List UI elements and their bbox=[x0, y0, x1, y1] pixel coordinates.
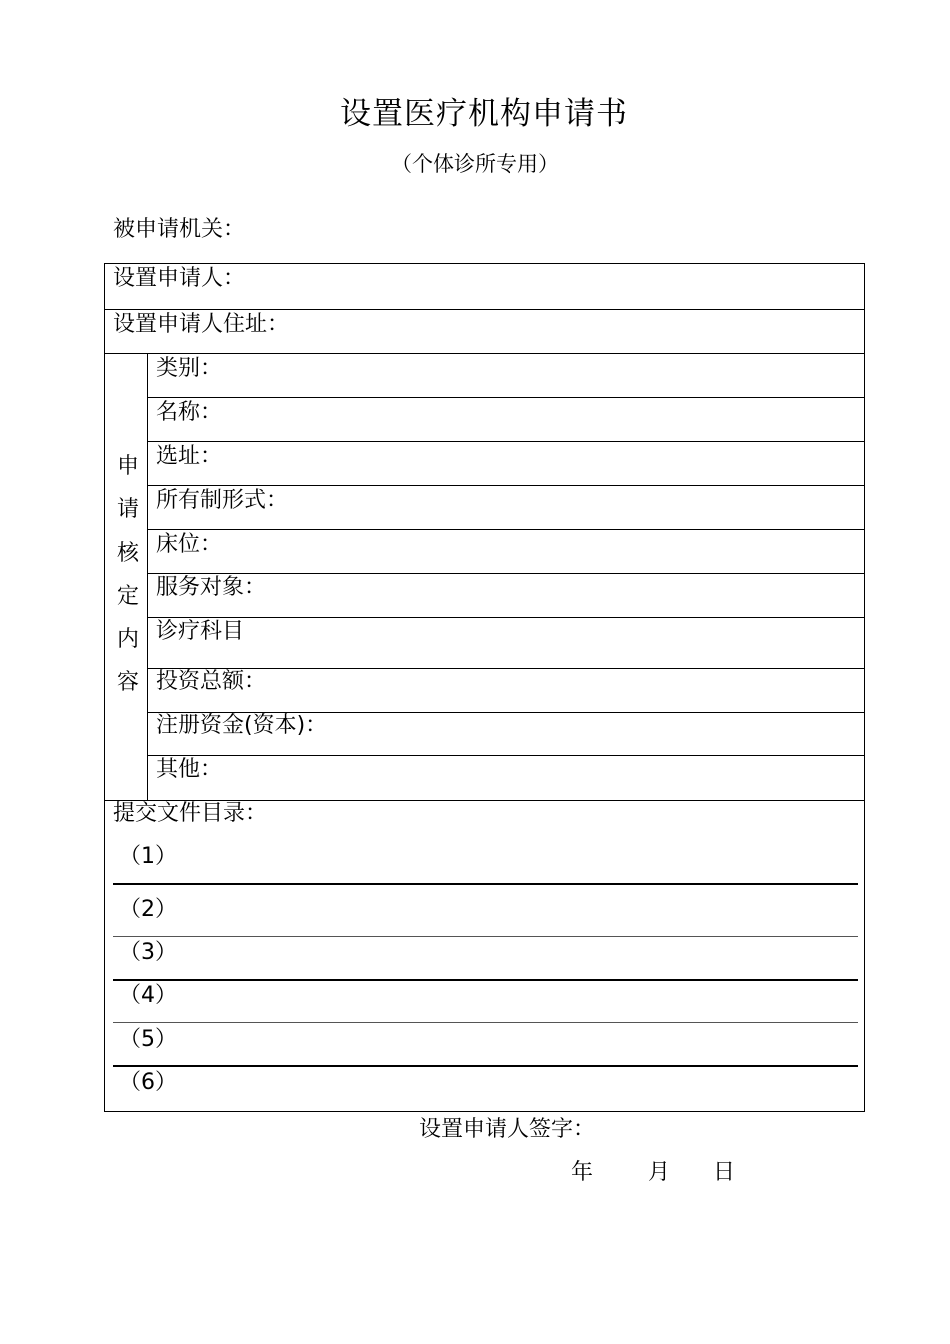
row-divider bbox=[147, 441, 864, 442]
document-item[interactable] bbox=[119, 844, 177, 870]
section-column-divider bbox=[147, 353, 148, 800]
row-divider bbox=[105, 309, 864, 310]
approval-item-label: 其他： bbox=[156, 757, 223, 782]
approval-item[interactable] bbox=[156, 669, 266, 695]
row-divider bbox=[147, 573, 864, 574]
approval-item-label: 名称： bbox=[156, 400, 223, 425]
row-divider bbox=[105, 353, 864, 354]
document-line bbox=[113, 1022, 858, 1023]
document-title: 设置医疗机构申请书 bbox=[340, 96, 628, 132]
document-item-label: （4） bbox=[119, 983, 177, 1008]
signature-day: 日 bbox=[713, 1160, 736, 1185]
approval-item[interactable] bbox=[156, 757, 222, 783]
approval-item-label: 床位： bbox=[156, 532, 223, 557]
row-divider bbox=[147, 755, 864, 756]
document-line bbox=[113, 936, 858, 937]
applicant-label: 设置申请人： bbox=[113, 266, 246, 291]
approval-item[interactable] bbox=[156, 532, 222, 558]
approval-item-label: 所有制形式： bbox=[156, 488, 289, 513]
document-line bbox=[113, 883, 858, 885]
document-item[interactable] bbox=[119, 897, 177, 923]
document-item-label: （3） bbox=[119, 940, 177, 965]
approval-item[interactable] bbox=[156, 444, 222, 470]
document-item[interactable] bbox=[119, 940, 177, 966]
approval-item-label: 投资总额： bbox=[156, 669, 267, 694]
document-line bbox=[113, 979, 858, 981]
row-divider bbox=[147, 617, 864, 618]
approval-item-label: 类别： bbox=[156, 356, 223, 381]
approval-item[interactable] bbox=[156, 488, 288, 514]
applicant-field[interactable] bbox=[113, 266, 245, 292]
application-form-table bbox=[104, 263, 865, 1112]
signature-label: 设置申请人签字： bbox=[419, 1117, 596, 1142]
approval-item-label: 选址： bbox=[156, 444, 223, 469]
approval-item-label: 服务对象： bbox=[156, 575, 267, 600]
approval-item-label: 注册资金(资本)： bbox=[156, 713, 328, 738]
row-divider bbox=[147, 485, 864, 486]
document-item[interactable] bbox=[119, 983, 177, 1009]
documents-label: 提交文件目录： bbox=[113, 801, 268, 826]
row-divider bbox=[147, 397, 864, 398]
document-item[interactable] bbox=[119, 1070, 177, 1096]
approval-section-label: 申请核定内容 bbox=[116, 454, 139, 696]
document-item-label: （1） bbox=[119, 844, 177, 869]
document-item[interactable] bbox=[119, 1027, 177, 1053]
row-divider bbox=[147, 529, 864, 530]
document-item-label: （2） bbox=[119, 897, 177, 922]
applicant-address-field[interactable] bbox=[113, 312, 289, 338]
signature-month: 月 bbox=[648, 1160, 671, 1185]
authority-label: 被申请机关： bbox=[113, 217, 246, 242]
approval-item[interactable] bbox=[156, 713, 327, 739]
applicant-address-label: 设置申请人住址： bbox=[113, 312, 290, 337]
approval-item-label: 诊疗科目 bbox=[156, 619, 245, 644]
document-item-label: （6） bbox=[119, 1070, 177, 1095]
approval-item[interactable] bbox=[156, 575, 266, 601]
document-line bbox=[113, 1065, 858, 1067]
approval-item[interactable] bbox=[156, 356, 222, 382]
approval-item[interactable] bbox=[156, 400, 222, 426]
document-subtitle: （个体诊所专用） bbox=[391, 152, 559, 176]
document-item-label: （5） bbox=[119, 1027, 177, 1052]
approval-item[interactable] bbox=[156, 619, 244, 645]
signature-year: 年 bbox=[571, 1160, 594, 1185]
